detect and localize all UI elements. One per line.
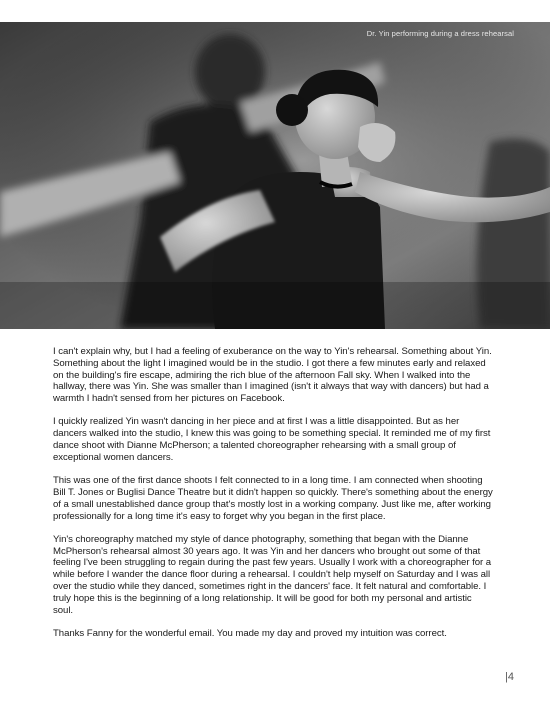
paragraph: Thanks Fanny for the wonderful email. You made my day and proved my intuition was correct. [53,627,447,639]
paragraph: This was one of the first dance shoots I felt connected to in a long time. I am connected when shooting Bill T. Jones or Buglisi Dance Theatre but it didn't happen so quickly. There's something about the energy of a small unestablished dance group that's mostly lost in a working company. Just like me, after working professionally for a long time it's easy to forget why you began in the first place. [53,475,493,522]
paragraph: I quickly realized Yin wasn't dancing in her piece and at first I was a little disappointed. But as her dancers walked into the studio, I knew this was going to be something special. It reminded me of my first dance shoot with Dianne McPherson; a talented choreographer rehearsing with a small group of exceptional women dancers. [53,416,491,463]
dancer-photo [0,22,550,329]
paragraph: I can't explain why, but I had a feeling of exuberance on the way to Yin's rehearsal. Something about Yin. Something about the light I imagined would be in the studio. I got there a few minutes early and relaxed on the building's fire escape, admiring the rich blue of the afternoon Fall sky. When I walked into the hallway, there was Yin. She was smaller than I imagined (isn't it always that way with dancers) but had a warmth I hadn't sensed from her pictures on Facebook. [53,346,492,405]
page-number: |4 [505,671,514,683]
photo-caption: Dr. Yin performing during a dress rehearsal [366,29,514,38]
article-body [53,346,493,651]
paragraph: Yin's choreography matched my style of dance photography, something that began with the Dianne McPherson's rehearsal almost 30 years ago. It was Yin and her dancers who brought out some of that feeling I've been struggling to regain during the past few years. Usually I work with a choreographer for a while before I wander the dance floor during a rehearsal. I couldn't help myself on Saturday and I was all over the studio while they danced, sometimes right in the dancers' face. It felt natural and comfortable. I truly hope this is the beginning of a long relationship. It will be good for both my personal and artistic soul. [53,533,492,616]
